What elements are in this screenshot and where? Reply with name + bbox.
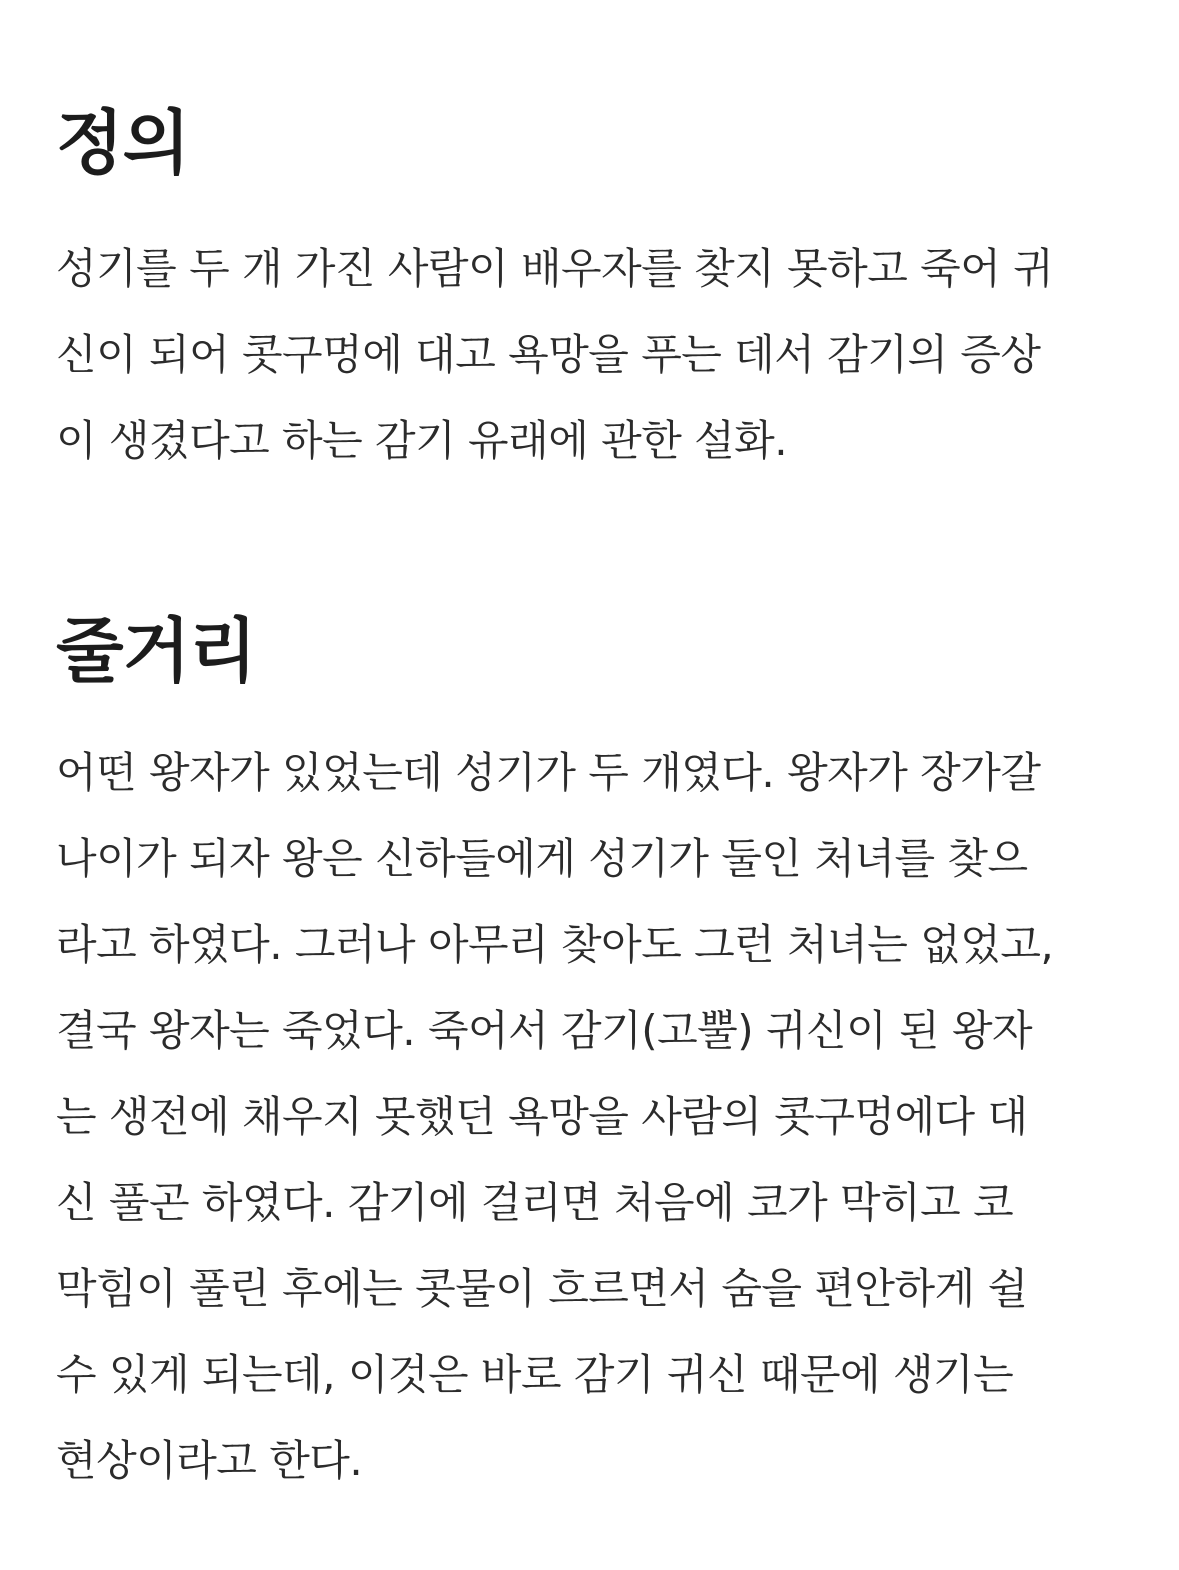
body-line: 수 있게 되는데, 이것은 바로 감기 귀신 때문에 생기는: [56, 1350, 1014, 1399]
body-line: 라고 하였다. 그러나 아무리 찾아도 그런 처녀는 없었고,: [56, 920, 1054, 969]
section-title-plot: 줄거리: [56, 610, 256, 692]
body-line: 신이 되어 콧구멍에 대고 욕망을 푸는 데서 감기의 증상: [56, 330, 1041, 379]
body-line: 신 풀곤 하였다. 감기에 걸리면 처음에 코가 막히고 코: [56, 1178, 1014, 1227]
body-line: 막힘이 풀린 후에는 콧물이 흐르면서 숨을 편안하게 쉴: [56, 1264, 1028, 1313]
body-line: 결국 왕자는 죽었다. 죽어서 감기(고뿔) 귀신이 된 왕자: [56, 1006, 1033, 1055]
section-title-definition: 정의: [56, 102, 190, 184]
body-line: 는 생전에 채우지 못했던 욕망을 사람의 콧구멍에다 대: [56, 1092, 1028, 1141]
section-body-plot: [56, 730, 1053, 1504]
body-line: 성기를 두 개 가진 사람이 배우자를 찾지 못하고 죽어 귀: [56, 244, 1054, 293]
body-line: 이 생겼다고 하는 감기 유래에 관한 설화.: [56, 416, 788, 465]
body-line: 나이가 되자 왕은 신하들에게 성기가 둘인 처녀를 찾으: [56, 834, 1028, 883]
body-line: 현상이라고 한다.: [56, 1436, 363, 1485]
section-body-definition: [56, 226, 1053, 484]
body-line: 어떤 왕자가 있었는데 성기가 두 개였다. 왕자가 장가갈: [56, 748, 1041, 797]
